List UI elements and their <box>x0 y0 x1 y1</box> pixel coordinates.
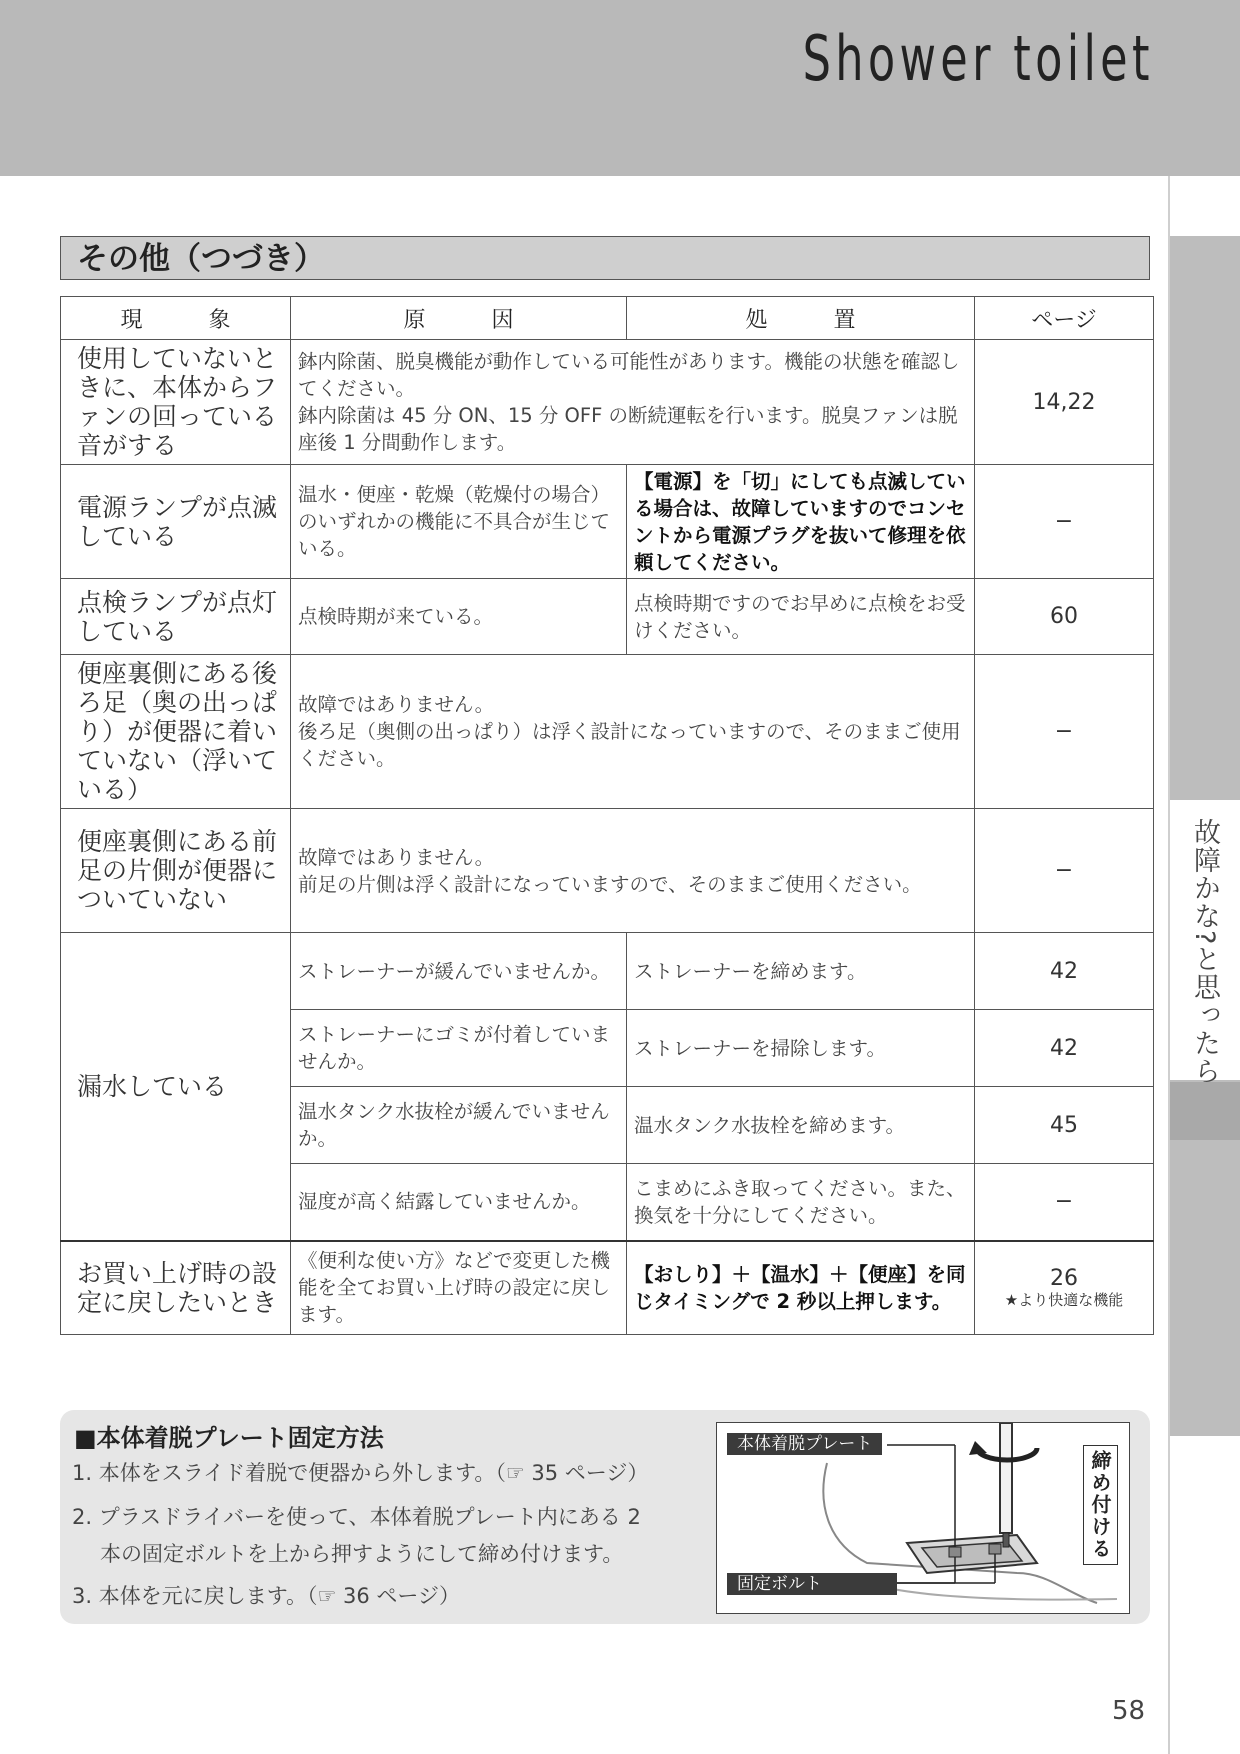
page-note: ★より快適な機能 <box>1004 1291 1124 1310</box>
remedy-cell: ストレーナーを締めます。 <box>627 933 975 1010</box>
cause-cell <box>291 340 975 465</box>
page-ref: 45 <box>975 1087 1154 1164</box>
page-ref: − <box>975 1164 1154 1241</box>
howto-step: 2. プラスドライバーを使って、本体着脱プレート内にある 2 <box>72 1505 641 1529</box>
cause-cell: 温水・便座・乾燥（乾燥付の場合）のいずれかの機能に不具合が生じている。 <box>291 465 627 579</box>
cause-cell <box>291 655 975 809</box>
table-row <box>61 809 1154 933</box>
howto-title: ■本体着脱プレート固定方法 <box>74 1424 384 1452</box>
cause-text: 鉢内除菌、脱臭機能が動作している可能性があります。機能の状態を確認してください。 <box>298 350 960 400</box>
cause-text: 故障ではありません。 <box>298 693 495 716</box>
symptom-cell: 点検ランプが点灯している <box>61 579 291 655</box>
remedy-cell: 【電源】を「切」にしても点滅している場合は、故障していますのでコンセントから電源プラグを抜いて修理を依頼してください。 <box>627 465 975 579</box>
symptom-cell: お買い上げ時の設定に戻したいとき <box>61 1241 291 1335</box>
table-row <box>61 655 1154 809</box>
table-row <box>61 579 1154 655</box>
cause-cell: 点検時期が来ている。 <box>291 579 627 655</box>
cause-text: 後ろ足（奥側の出っぱり）は浮く設計になっていますので、そのままご使用ください。 <box>298 720 961 770</box>
page-ref: − <box>975 655 1154 809</box>
table-row <box>61 1241 1154 1335</box>
table-row <box>61 933 1154 1010</box>
header-symptom: 現 象 <box>61 297 291 340</box>
cause-cell: 《便利な使い方》などで変更した機能を全てお買い上げ時の設定に戻します。 <box>291 1241 627 1335</box>
header-cause: 原 因 <box>291 297 627 340</box>
page-ref: − <box>975 465 1154 579</box>
howto-box <box>60 1410 1150 1624</box>
cause-cell <box>291 809 975 933</box>
howto-step: 3. 本体を元に戻します。（☞ 36 ページ） <box>72 1584 461 1608</box>
page-ref: 60 <box>975 579 1154 655</box>
table-row <box>61 465 1154 579</box>
symptom-cell: 便座裏側にある後ろ足（奥の出っぱり）が便器に着いていない（浮いている） <box>61 655 291 809</box>
symptom-cell: 電源ランプが点滅している <box>61 465 291 579</box>
remedy-cell: こまめにふき取ってください。また、換気を十分にしてください。 <box>627 1164 975 1241</box>
header-page: ページ <box>975 297 1154 340</box>
cause-text: 故障ではありません。 <box>298 845 495 869</box>
cause-text: 鉢内除菌は 45 分 ON、15 分 OFF の断続運転を行います。脱臭ファンは脱座後 1 分間動作します。 <box>298 404 958 454</box>
page-ref-cell <box>975 1241 1154 1335</box>
table-row <box>61 340 1154 465</box>
page-ref: 14,22 <box>975 340 1154 465</box>
side-tab-marker <box>1170 1082 1240 1140</box>
symptom-cell: 便座裏側にある前足の片側が便器についていない <box>61 809 291 933</box>
howto-step: 本の固定ボルトを上から押すようにして締め付けます。 <box>100 1542 624 1566</box>
header-remedy: 処 置 <box>627 297 975 340</box>
remedy-cell: 【おしり】＋【温水】＋【便座】を同じタイミングで 2 秒以上押します。 <box>627 1241 975 1335</box>
side-tab-label: 故障かな?と思ったら <box>1189 818 1220 1086</box>
cause-cell: 温水タンク水抜栓が緩んでいませんか。 <box>291 1087 627 1164</box>
label-tighten: 締め付ける <box>1083 1445 1118 1565</box>
page-ref: − <box>975 809 1154 933</box>
page-ref: 42 <box>975 933 1154 1010</box>
remedy-cell: 温水タンク水抜栓を締めます。 <box>627 1087 975 1164</box>
cause-text: 前足の片側は浮く設計になっていますので、そのままご使用ください。 <box>298 872 922 896</box>
remedy-cell: 点検時期ですのでお早めに点検をお受けください。 <box>627 579 975 655</box>
page-number: 58 <box>1112 1696 1146 1726</box>
section-title: その他（つづき） <box>60 236 1150 280</box>
cause-cell: ストレーナーが緩んでいませんか。 <box>291 933 627 1010</box>
howto-step: 1. 本体をスライド着脱で便器から外します。（☞ 35 ページ） <box>72 1461 649 1485</box>
page-ref: 26 <box>1050 1266 1078 1292</box>
symptom-cell: 漏水している <box>61 933 291 1241</box>
symptom-cell: 使用していないときに、本体からファンの回っている音がする <box>61 340 291 465</box>
remedy-cell: ストレーナーを掃除します。 <box>627 1010 975 1087</box>
page-ref: 42 <box>975 1010 1154 1087</box>
plate-fixing-illustration <box>716 1422 1130 1614</box>
label-plate: 本体着脱プレート <box>727 1433 882 1455</box>
label-bolt: 固定ボルト <box>727 1573 897 1595</box>
troubleshooting-table <box>60 296 1154 1335</box>
table-header-row <box>61 297 1154 340</box>
brand-logo: Shower toilet <box>802 22 1154 95</box>
cause-cell: ストレーナーにゴミが付着していませんか。 <box>291 1010 627 1087</box>
cause-cell: 湿度が高く結露していませんか。 <box>291 1164 627 1241</box>
